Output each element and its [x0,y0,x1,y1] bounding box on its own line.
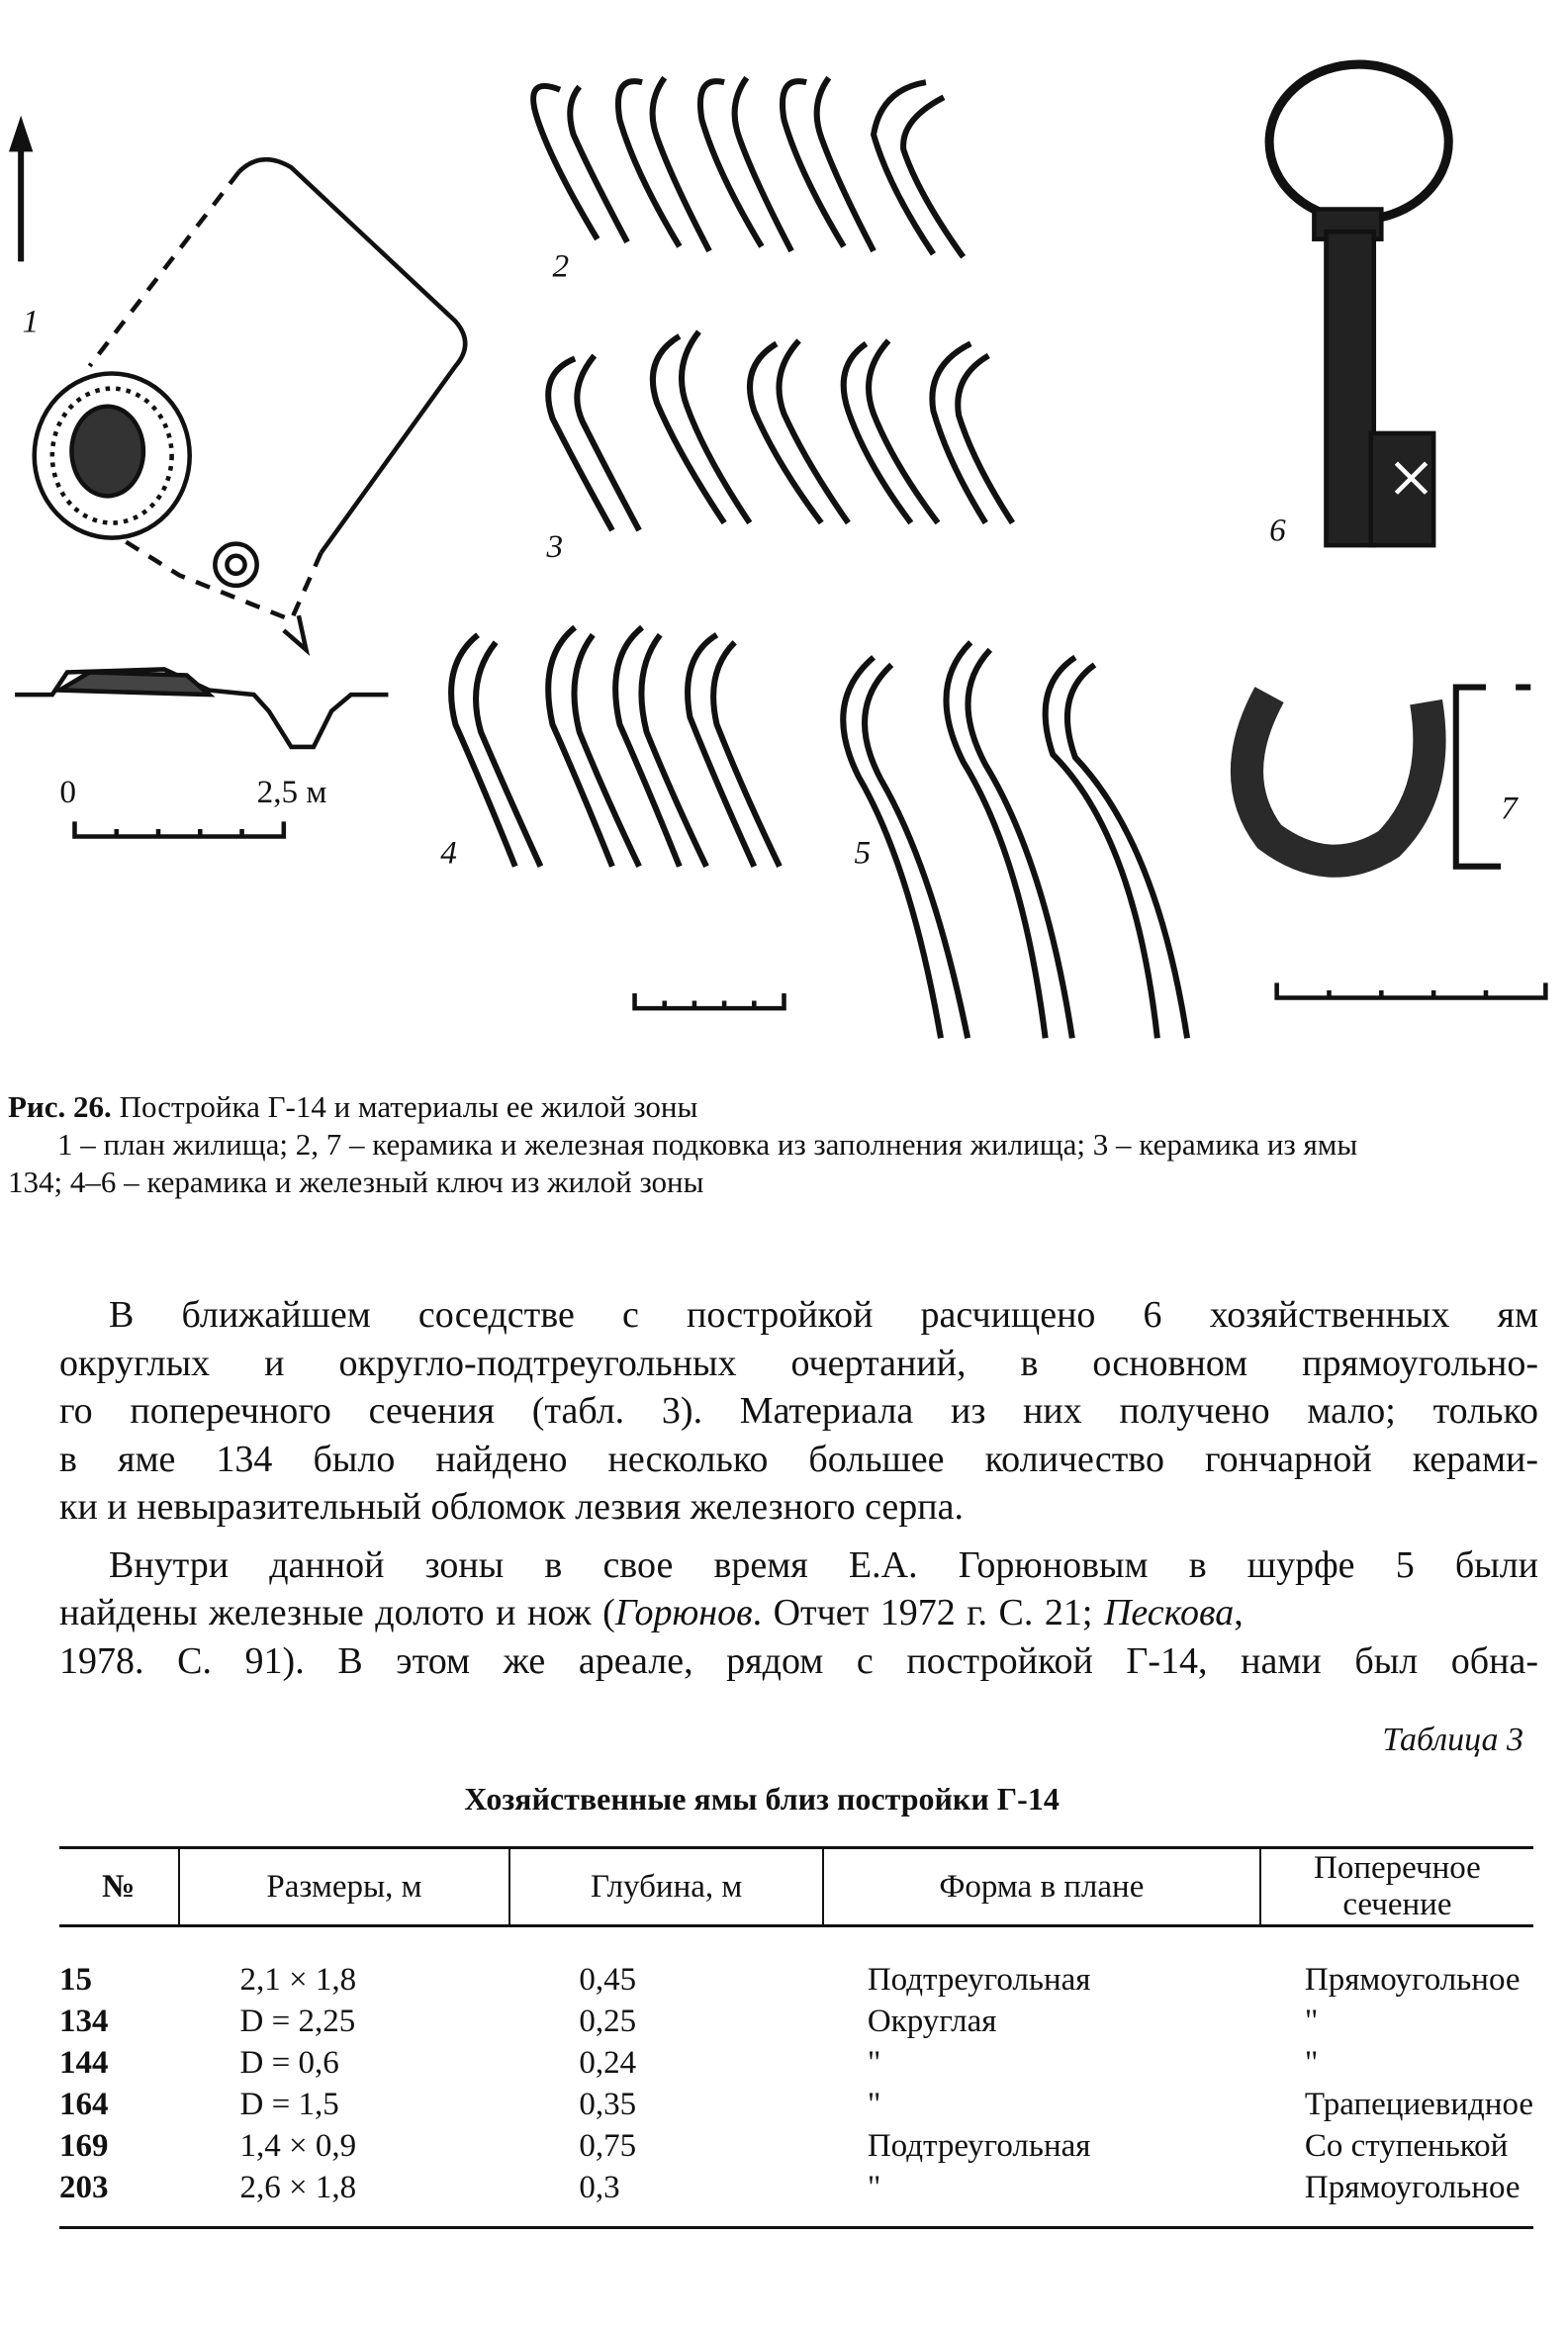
ceramics-group-5 [843,642,1187,1038]
cell-cross-section: Со ступенькой [1304,2127,1509,2164]
text-line [59,1483,1538,1532]
iron-key-drawing [1269,64,1448,545]
cell-depth: 0,45 [579,1961,637,1998]
text-segment: найдены железные долото и нож ( [59,1592,615,1633]
table-row [59,2084,1533,2125]
figure-label-1: 1 [22,303,40,340]
figure-label-5: 5 [854,834,872,872]
cell-size: D = 1,5 [239,2086,339,2122]
cell-cross-section: Прямоугольное [1304,1961,1521,1998]
text-segment: 1978. С. 91). В этом же ареале, рядом с постройкой Г-14, нами был обна- [59,1639,1538,1682]
table-row [59,2001,1533,2042]
table-title: Хозяйственные ямы близ постройки Г-14 [464,1781,1060,1817]
iron-horseshoe-drawing [1246,688,1530,867]
cell-cross-section: Трапециевидное [1304,2086,1533,2122]
text-line [59,1291,1538,1340]
text-line [59,1436,1538,1484]
cell-number: 15 [59,1961,92,1998]
text-line [59,1637,1538,1686]
cell-number: 164 [59,2086,109,2122]
header-number: № [59,1848,179,1926]
cell-size: 1,4 × 0,9 [239,2127,357,2164]
caption-legend-line: 134; 4–6 – керамика и железный ключ из жилой зоны [8,1165,704,1199]
text-segment: . Отчет 1972 г. С. 21; [752,1592,1104,1633]
scale-bar-artifacts [1277,982,1546,997]
text-line [59,1340,1538,1388]
cell-size: D = 2,25 [239,2003,356,2039]
ceramics-group-3 [548,331,1012,530]
caption-prefix: Рис. 26. [8,1089,112,1124]
north-arrow-icon [12,123,30,261]
text-segment: го поперечного сечения (табл. 3). Материала из них получено мало; только [59,1390,1538,1432]
text-segment: в яме 134 было найдено несколько большее количество гончарной керами- [59,1438,1538,1480]
scale-bar-ceramics [635,993,784,1008]
cell-size: 2,6 × 1,8 [179,2167,510,2228]
cell-plan-shape: Подтреугольная [867,1961,1091,1998]
cell-number: 203 [59,2167,179,2228]
text-segment: В ближайшем соседстве с постройкой расчищено 6 хозяйственных ям [109,1294,1538,1336]
body-text [59,1291,1538,1685]
figure-label-3: 3 [546,528,564,566]
cell-plan-shape: Округлая [867,2003,997,2039]
cell-cross-section: " [1304,2044,1319,2081]
text-line [59,1541,1538,1590]
cell-cross-section: Прямоугольное [1260,2167,1533,2228]
scale-zero-label: 0 [59,773,76,810]
cell-plan-shape: " [867,2044,881,2081]
cell-plan-shape: Подтреугольная [867,2127,1091,2164]
cell-plan-shape: " [867,2086,881,2122]
cell-depth: 0,75 [579,2127,637,2164]
ceramics-group-4 [451,627,780,867]
pits-table [59,1846,1533,2229]
caption-title: Постройка Г-14 и материалы ее жилой зоны [111,1089,698,1124]
ceramics-group-2 [533,78,964,257]
cell-number: 144 [59,2044,109,2081]
cell-number: 134 [59,2003,109,2039]
header-cross-section: Поперечное сечение [1260,1848,1533,1926]
scale-bar [74,821,283,836]
cell-size: 2,1 × 1,8 [239,1961,357,1998]
header-plan-shape: Форма в плане [823,1848,1260,1926]
cell-size: D = 0,6 [239,2044,339,2081]
table-row [59,2042,1533,2084]
table-row [59,2125,1533,2167]
text-segment: ки и невыразительный обломок лезвия железного серпа. [59,1486,964,1528]
cell-depth: 0,35 [579,2086,637,2122]
figure-label-2: 2 [552,247,570,285]
cell-cross-section: " [1304,2003,1319,2039]
text-segment: , [1234,1592,1244,1633]
text-line [59,1387,1538,1436]
cell-depth: 0,24 [579,2044,637,2081]
cell-number: 169 [59,2127,109,2164]
cell-plan-shape: " [823,2167,1260,2228]
table-header-row [59,1848,1533,1926]
text-line [59,1589,1538,1637]
text-segment: округлых и округло-подтреугольных очертаний, в основном прямоугольно- [59,1342,1538,1384]
cell-depth: 0,3 [509,2167,822,2228]
dwelling-plan [35,159,465,650]
dwelling-section [15,669,388,746]
table-number: Таблица 3 [1382,1722,1523,1758]
table-row [59,1926,1533,2002]
text-segment: Внутри данной зоны в свое время Е.А. Горюновым в шурфе 5 были [109,1543,1538,1586]
text-segment: Пескова [1103,1592,1235,1633]
scale-max-label: 2,5 м [256,773,327,810]
caption-legend-line: 1 – план жилища; 2, 7 – керамика и железная подковка из заполнения жилища; 3 – керамика из ямы [57,1127,1358,1162]
text-segment: Горюнов [614,1592,753,1633]
figure-illustrations [0,0,1568,1046]
figure-label-7: 7 [1501,790,1518,827]
figure-caption [8,1088,1551,1201]
header-depth: Глубина, м [509,1848,822,1926]
figure-label-6: 6 [1269,512,1286,549]
cell-depth: 0,25 [579,2003,637,2039]
table-row [59,2167,1533,2228]
header-size: Размеры, м [179,1848,510,1926]
figure-label-4: 4 [440,834,457,872]
